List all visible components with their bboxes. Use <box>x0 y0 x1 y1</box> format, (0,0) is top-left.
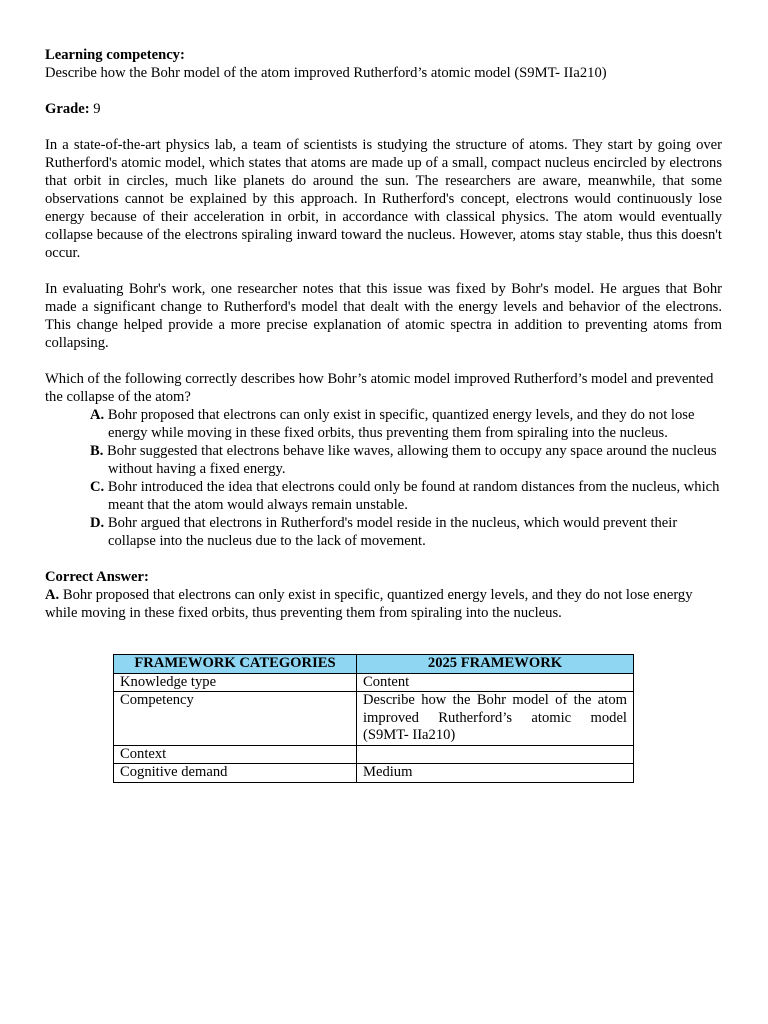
table-cell: Context <box>114 745 357 764</box>
answer-options <box>45 406 722 550</box>
option-c: C. Bohr introduced the idea that electrons could only be found at random distances from the nucleus, which meant that the atom would always remain unstable. <box>90 479 720 513</box>
table-cell: Describe how the Bohr model of the atom improved Rutherford’s atomic model (S9MT- IIa210) <box>357 692 634 746</box>
option-b: B. Bohr suggested that electrons behave like waves, allowing them to occupy any space around the nucleus without having a fixed energy. <box>90 443 717 477</box>
framework-table <box>113 654 634 783</box>
scenario-paragraph-1: In a state-of-the-art physics lab, a team of scientists is studying the structure of atoms. They start by going over Rutherford's atomic model, which states that atoms are made up of a small, compact nucleus encircled by electrons that orbit in circles, much like planets do around the sun. The researchers are aware, meanwhile, that some observations cannot be explained by this approach. In Rutherford's concept, electrons would continuously lose energy because of their acceleration in orbit, in accordance with classical physics. The atom would eventually collapse because of the electrons spiraling inward toward the nucleus. However, atoms stay stable, thus this doesn't occur. <box>45 137 722 261</box>
question-stem: Which of the following correctly describes how Bohr’s atomic model improved Rutherford’s model and prevented the collapse of the atom? <box>45 371 714 405</box>
competency-text: Describe how the Bohr model of the atom improved Rutherford’s atomic model (S9MT- IIa210) <box>45 65 607 81</box>
grade-value: 9 <box>93 101 101 117</box>
answer-label: Correct Answer: <box>45 569 149 585</box>
competency-label: Learning competency: <box>45 47 185 63</box>
table-cell: Knowledge type <box>114 673 357 692</box>
grade-label: Grade: <box>45 101 90 117</box>
table-header-categories: FRAMEWORK CATEGORIES <box>114 655 357 674</box>
answer-letter: A. <box>45 587 60 603</box>
table-cell: Cognitive demand <box>114 764 357 783</box>
table-cell: Content <box>357 673 634 692</box>
table-row <box>114 673 634 692</box>
table-row <box>114 764 634 783</box>
grade-line <box>45 100 722 118</box>
table-row <box>114 692 634 746</box>
option-d: D. Bohr argued that electrons in Rutherford's model reside in the nucleus, which would prevent their collapse into the nucleus due to the lack of movement. <box>90 515 678 549</box>
table-row <box>114 745 634 764</box>
option-a: A. Bohr proposed that electrons can only exist in specific, quantized energy levels, and they do not lose energy while moving in these fixed orbits, thus preventing them from spiraling into the nucleus. <box>90 407 695 441</box>
table-header-row <box>114 655 634 674</box>
table-cell <box>357 745 634 764</box>
table-cell: Competency <box>114 692 357 746</box>
scenario-paragraph-2: In evaluating Bohr's work, one researcher notes that this issue was fixed by Bohr's model. He argues that Bohr made a significant change to Rutherford's model that dealt with the energy levels and behavior of the electrons. This change helped provide a more precise explanation of atomic spectra in addition to preventing atoms from collapsing. <box>45 281 722 351</box>
table-header-framework: 2025 FRAMEWORK <box>357 655 634 674</box>
document-body <box>45 46 722 622</box>
table-cell: Medium <box>357 764 634 783</box>
answer-text: A. Bohr proposed that electrons can only exist in specific, quantized energy levels, and they do not lose energy while moving in these fixed orbits, thus preventing them from spiraling into the nucleus. <box>45 587 693 621</box>
